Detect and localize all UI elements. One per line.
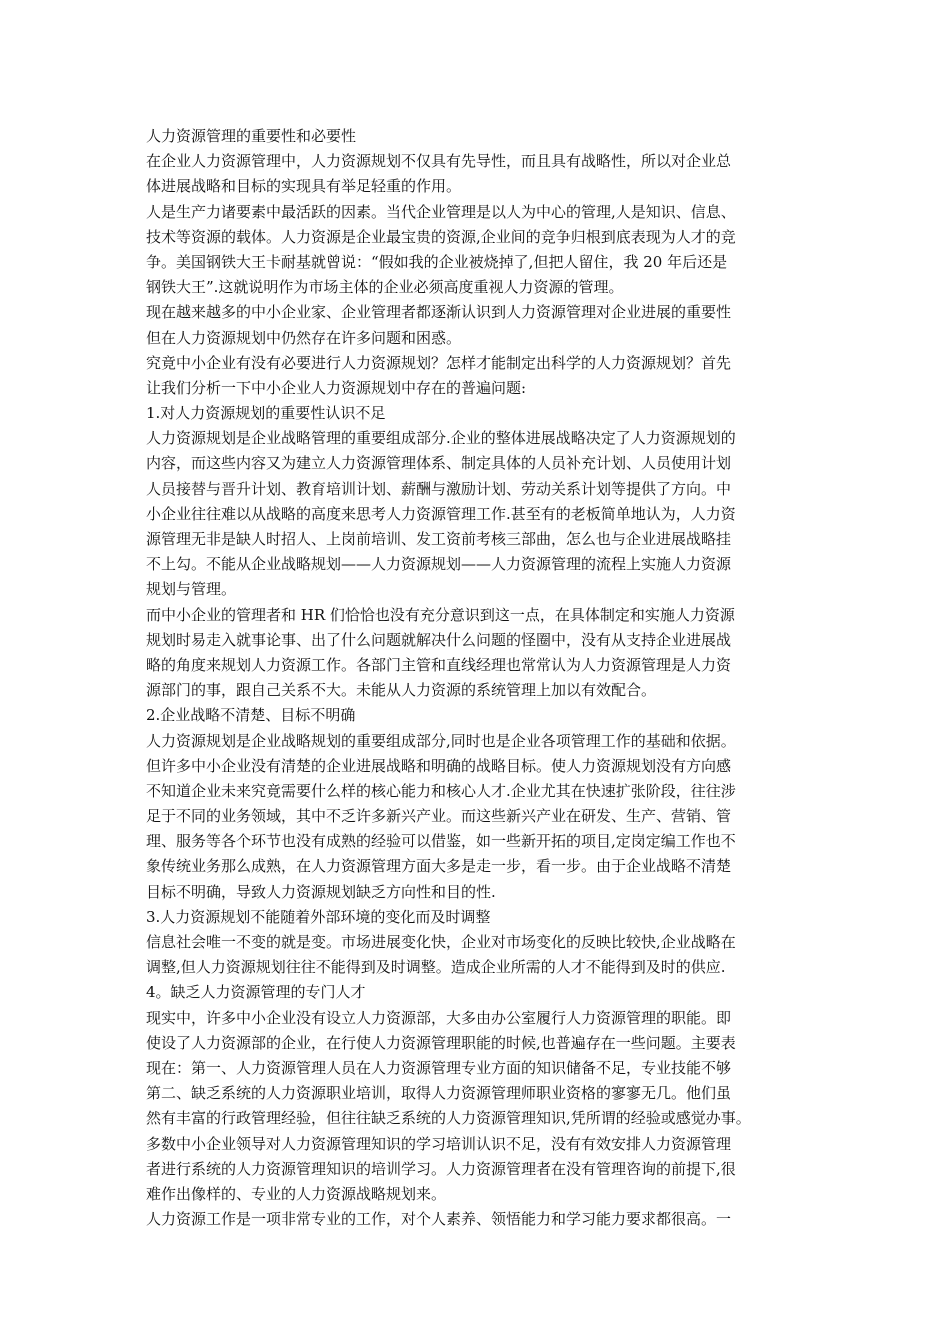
paragraph-line: 让我们分析一下中小企业人力资源规划中存在的普遍问题:: [146, 378, 527, 397]
paragraph-line: 现在越来越多的中小企业家、企业管理者都逐渐认识到人力资源管理对企业进展的重要性: [146, 303, 732, 322]
section-heading: 3.人力资源规划不能随着外部环境的变化而及时调整: [146, 907, 491, 926]
paragraph-line: 第二、缺乏系统的人力资源职业培训，取得人力资源管理师职业资格的寥寥无几。他们虽: [146, 1084, 732, 1103]
paragraph-line: 然有丰富的行政管理经验，但往往缺乏系统的人力资源管理知识,凭所谓的经验或感觉办事。: [146, 1109, 751, 1128]
section-heading: 4。缺乏人力资源管理的专门人才: [146, 983, 366, 1002]
paragraph-line: 足于不同的业务领域，其中不乏许多新兴产业。而这些新兴产业在研发、生产、营销、管: [146, 807, 732, 826]
paragraph-line: 规划与管理。: [146, 580, 237, 599]
paragraph-line: 人力资源规划是企业战略规划的重要组成部分,同时也是企业各项管理工作的基础和依据。: [146, 731, 736, 750]
paragraph-line: 不上勾。不能从企业战略规划——人力资源规划——人力资源管理的流程上实施人力资源: [146, 555, 732, 574]
paragraph-line: 内容，而这些内容又为建立人力资源管理体系、制定具体的人员补充计划、人员使用计划: [146, 454, 732, 473]
paragraph-line: 人员接替与晋升计划、教育培训计划、薪酬与激励计划、劳动关系计划等提供了方向。中: [146, 479, 732, 498]
paragraph-line: 使设了人力资源部的企业，在行使人力资源管理职能的时候,也普遍存在一些问题。主要表: [146, 1033, 736, 1052]
paragraph-line: 难作出像样的、专业的人力资源战略规划来。: [146, 1184, 447, 1203]
paragraph-line: 体进展战略和目标的实现具有举足轻重的作用。: [146, 177, 462, 196]
paragraph-line: 象传统业务那么成熟，在人力资源管理方面大多是走一步，看一步。由于企业战略不清楚: [146, 857, 732, 876]
paragraph-line: 人力资源规划是企业战略管理的重要组成部分.企业的整体进展战略决定了人力资源规划的: [146, 429, 736, 448]
paragraph-line: 现在：第一、人力资源管理人员在人力资源管理专业方面的知识储备不足，专业技能不够: [146, 1058, 732, 1077]
paragraph-line: 钢铁大王”.这就说明作为市场主体的企业必须高度重视人力资源的管理。: [146, 278, 624, 297]
paragraph-line: 规划时易走入就事论事、出了什么问题就解决什么问题的怪圈中，没有从支持企业进展战: [146, 630, 732, 649]
paragraph-line: 调整,但人力资源规划往往不能得到及时调整。造成企业所需的人才不能得到及时的供应.: [146, 958, 726, 977]
paragraph-line: 人是生产力诸要素中最活跃的因素。当代企业管理是以人为中心的管理,人是知识、信息、: [146, 202, 736, 221]
paragraph-line: 目标不明确，导致人力资源规划缺乏方向性和目的性.: [146, 882, 496, 901]
paragraph-line: 但许多中小企业没有清楚的企业进展战略和明确的战略目标。使人力资源规划没有方向感: [146, 756, 732, 775]
section-heading: 2.企业战略不清楚、目标不明确: [146, 706, 356, 725]
paragraph-line: 多数中小企业领导对人力资源管理知识的学习培训认识不足，没有有效安排人力资源管理: [146, 1134, 732, 1153]
paragraph-line: 小企业往往难以从战略的高度来思考人力资源管理工作.甚至有的老板简单地认为，人力资: [146, 504, 736, 523]
paragraph-line: 争。美国钢铁大王卡耐基就曾说：“假如我的企业被烧掉了,但把人留住，我 20 年后还是: [146, 252, 728, 271]
paragraph-line: 源部门的事，跟自己关系不大。未能从人力资源的系统管理上加以有效配合。: [146, 681, 657, 700]
paragraph-line: 但在人力资源规划中仍然存在许多问题和困惑。: [146, 328, 462, 347]
paragraph-line: 现实中，许多中小企业没有设立人力资源部，大多由办公室履行人力资源管理的职能。即: [146, 1008, 732, 1027]
paragraph-line: 信息社会唯一不变的就是变。市场进展变化快，企业对市场变化的反映比较快,企业战略在: [146, 933, 736, 951]
document-body: [146, 124, 810, 1232]
paragraph-line: 理、服务等各个环节也没有成熟的经验可以借鉴，如一些新开拓的项目,定岗定编工作也不: [146, 832, 736, 851]
document-title: 人力资源管理的重要性和必要性: [146, 127, 357, 145]
paragraph-line: 技术等资源的载体。人力资源是企业最宝贵的资源,企业间的竞争归根到底表现为人才的竞: [146, 227, 736, 246]
paragraph-line: 不知道企业未来究竟需要什么样的核心能力和核心人才.企业尤其在快速扩张阶段，往往涉: [146, 781, 736, 800]
paragraph-line: 人力资源工作是一项非常专业的工作，对个人素养、领悟能力和学习能力要求都很高。一: [146, 1210, 732, 1229]
paragraph-line: 略的角度来规划人力资源工作。各部门主管和直线经理也常常认为人力资源管理是人力资: [146, 655, 732, 674]
paragraph-line: 而中小企业的管理者和 HR 们恰恰也没有充分意识到这一点，在具体制定和实施人力资源: [146, 605, 735, 624]
section-heading: 1.对人力资源规划的重要性认识不足: [146, 404, 386, 423]
paragraph-line: 源管理无非是缺人时招人、上岗前培训、发工资前考核三部曲，怎么也与企业进展战略挂: [146, 530, 732, 548]
paragraph-line: 在企业人力资源管理中，人力资源规划不仅具有先导性，而且具有战略性，所以对企业总: [146, 152, 732, 171]
paragraph-line: 者进行系统的人力资源管理知识的培训学习。人力资源管理者在没有管理咨询的前提下,很: [146, 1159, 736, 1178]
paragraph-line: 究竟中小企业有没有必要进行人力资源规划？怎样才能制定出科学的人力资源规划？首先: [146, 353, 732, 372]
